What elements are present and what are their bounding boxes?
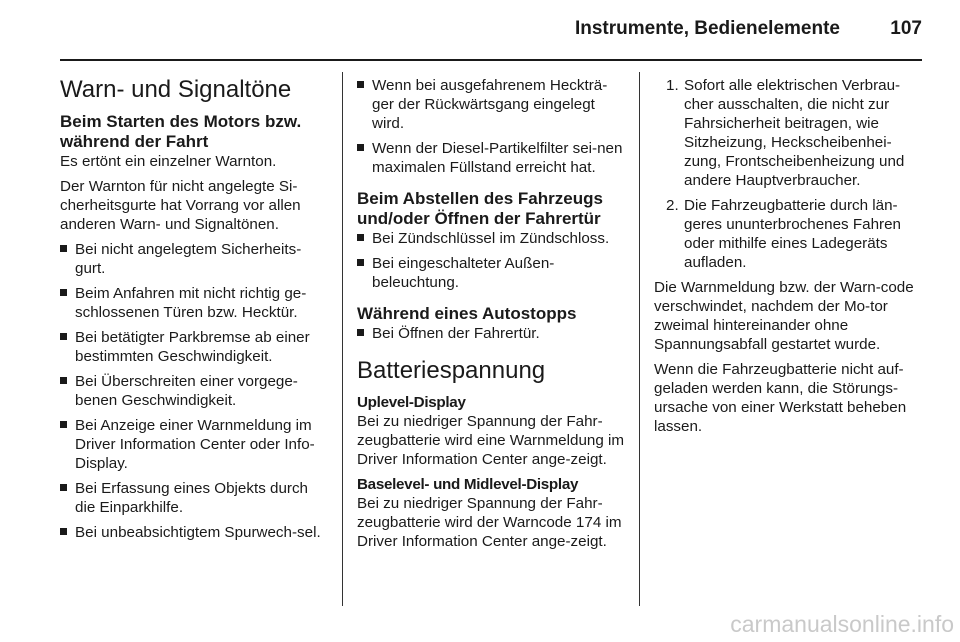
numbered-list [654,76,922,272]
square-bullet-icon [60,245,67,252]
square-bullet-icon [60,333,67,340]
square-bullet-icon [357,234,364,241]
page-header [60,18,922,48]
paragraph: Der Warnton für nicht angelegte Si-cherheitsgurte hat Vorrang vor allen anderen Warn- und Signaltönen. [60,178,301,233]
square-bullet-icon [357,144,364,151]
column-divider [639,72,640,606]
square-bullet-icon [357,259,364,266]
chapter-title: Instrumente, Bedienelemente [574,18,840,39]
header-divider [60,59,922,61]
paragraph: Wenn die Fahrzeugbatterie nicht auf-geladen werden kann, die Störungs-ursache von einer Werkstatt beheben lassen. [654,361,907,435]
bullet-list [357,76,625,177]
list-item: Bei Anzeige einer Warnmeldung im Driver Information Center oder Info-Display. [60,416,328,473]
column-1 [60,76,328,548]
list-item: Bei Erfassung eines Objekts durch die Einparkhilfe. [60,479,328,517]
list-item: Bei unbeabsichtigtem Spurwech-sel. [60,523,328,542]
paragraph: Es ertönt ein einzelner Warnton. [60,153,277,170]
label-baselevel-display: Baselevel- und Midlevel-Display [357,476,579,493]
page-number: 107 [890,18,922,39]
column-divider [342,72,343,606]
paragraph: Bei zu niedriger Spannung der Fahr-zeugbatterie wird der Warncode 174 im Driver Information Center ange-zeigt. [357,495,622,550]
bullet-list [60,240,328,542]
list-item: Wenn der Diesel-Partikelfilter sei-nen maximalen Füllstand erreicht hat. [357,139,625,177]
square-bullet-icon [60,421,67,428]
list-item: Bei betätigter Parkbremse ab einer bestimmten Geschwindigkeit. [60,328,328,366]
list-item: 1. Sofort alle elektrischen Verbrau-cher ausschalten, die nicht zur Fahrsicherheit beitragen, wie Sitzheizung, Heckscheibenhei-zung, Frontscheibenheizung und andere Hauptverbraucher. [666,77,905,189]
list-item: Bei eingeschalteter Außen-beleuchtung. [357,254,625,292]
bullet-list [357,324,625,343]
list-item: Bei Öffnen der Fahrertür. [357,324,625,343]
subheading-autostopp: Während eines Autostopps [357,304,577,323]
square-bullet-icon [60,289,67,296]
bullet-list [357,229,625,292]
column-2 [357,76,625,557]
subheading-motor-start: Beim Starten des Motors bzw. während der Fahrt [60,112,302,151]
paragraph: Bei zu niedriger Spannung der Fahr-zeugbatterie wird eine Warnmeldung im Driver Information Center ange-zeigt. [357,413,625,468]
label-uplevel-display: Uplevel-Display [357,394,466,411]
square-bullet-icon [60,484,67,491]
paragraph: Die Warnmeldung bzw. der Warn-code verschwindet, nachdem der Mo-tor zweimal hintereinander ohne Spannungsabfall gestartet wurde. [654,279,914,353]
square-bullet-icon [357,329,364,336]
square-bullet-icon [60,528,67,535]
column-3 [654,76,922,442]
subheading-abstellen: Beim Abstellen des Fahrzeugs und/oder Öffnen der Fahrertür [357,189,603,228]
list-item: Bei Überschreiten einer vorgege-benen Geschwindigkeit. [60,372,328,410]
square-bullet-icon [357,81,364,88]
section-heading-batteriespannung: Batteriespannung [357,357,546,384]
list-item: Wenn bei ausgefahrenem Heckträ-ger der Rückwärtsgang eingelegt wird. [357,76,625,133]
square-bullet-icon [60,377,67,384]
list-item: 2. Die Fahrzeugbatterie durch län-geres ununterbrochenes Fahren oder mithilfe eines Ladegeräts aufladen. [666,197,901,271]
list-item: Bei Zündschlüssel im Zündschloss. [357,229,625,248]
list-item: Beim Anfahren mit nicht richtig ge-schlossenen Türen bzw. Hecktür. [60,284,328,322]
section-heading-warn-signaltoene: Warn- und Signaltöne [60,76,292,103]
watermark-text: carmanualsonline.info [730,611,954,637]
list-item: Bei nicht angelegtem Sicherheits-gurt. [60,240,328,278]
